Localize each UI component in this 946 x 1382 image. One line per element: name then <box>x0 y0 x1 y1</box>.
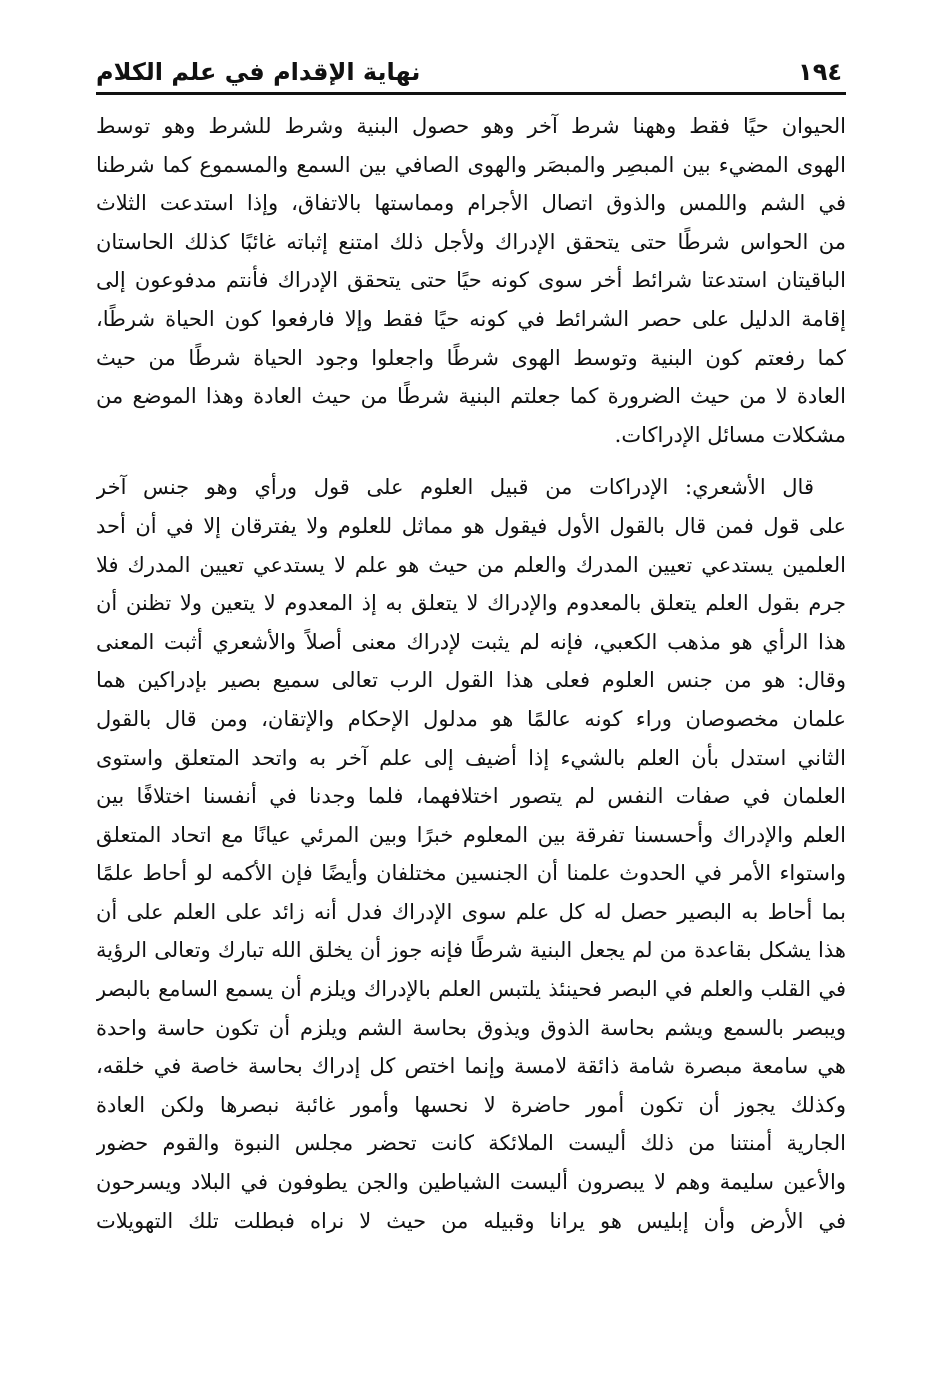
book-page <box>96 52 846 1352</box>
text-line: علمان مخصوصان وراء كونه عالمًا هو مدلول الإحكام والإتقان، ومن قال بالقول <box>96 706 846 731</box>
text-line: في الشم واللمس والذوق اتصال الأجرام ومماستها بالاتفاق، وإذا استدعت الثلاث <box>96 191 846 216</box>
page-number: ١٩٤ <box>798 58 842 86</box>
text-line: هذا يشكل بقاعدة من لم يجعل البنية شرطًا فإنه جوز أن يخلق الله تبارك وتعالى الرؤية <box>96 938 846 963</box>
text-line: في الأرض وأن إبليس هو يرانا وقبيله من حيث لا نراه فبطلت تلك التهويلات <box>96 1208 846 1233</box>
book-title: نهاية الإقدام في علم الكلام <box>96 58 421 86</box>
text-line: من الحواس شرطًا حتى يتحقق الإدراك ولأجل ذلك امتنع إثباته غائبًا كذلك الحاستان <box>96 229 846 254</box>
text-line: هي سامعة مبصرة شامة ذائقة لامسة وإنما اختص كل إدراك بحاسة خاصة في خلقه، <box>96 1054 846 1079</box>
text-line: كما رفعتم كون البنية وتوسط الهوى شرطًا واجعلوا وجود الحياة شرطًا من حيث <box>96 345 846 370</box>
text-line: العلم والإدراك وأحسسنا تفرقة بين المعلوم خبرًا وبين المرئي عيانًا مع اتحاد المتعلق <box>96 822 846 847</box>
text-line: قال الأشعري: الإدراكات من قبيل العلوم على قول ورأي وهو جنس آخر <box>96 475 814 500</box>
text-line: جرم بقول العلم يتعلق بالمعدوم والإدراك لا يتعلق به إذ المعدوم لا يتعين ولا تظنن أن <box>96 591 846 616</box>
text-line: الجارية أمنتنا من ذلك أليست الملائكة كانت تحضر مجلس النبوة والقوم حضور <box>96 1131 846 1156</box>
text-line: الحيوان حيًا فقط وههنا شرط آخر وهو حصول البنية وشرط للشرط وهو توسط <box>96 114 846 138</box>
text-line: ويبصر بالسمع ويشم بحاسة الذوق ويذوق بحاسة الشم ويلزم أن تكون حاسة واحدة <box>96 1015 846 1040</box>
text-line: الباقيتان استدعتا شرائط أخر سوى كونه حيًا حتى يتحقق الإدراك فأنتم مدفوعون إلى <box>96 268 846 293</box>
text-line: هذا الرأي هو مذهب الكعبي، فإنه لم يثبت لإدراك معنى أصلاً والأشعري أثبت المعنى <box>96 629 846 654</box>
page-body <box>96 107 846 1240</box>
text-line: في القلب والعلم في البصر فحينئذ يلتبس العلم بالإدراك ويلزم أن يسمع السامع بالبصر <box>96 977 846 1002</box>
text-line: واستواء الأمر في الحدوث علمنا أن الجنسين مختلفان وأيضًا فإن الأكمه لو أحاط علمًا <box>96 861 846 886</box>
text-line: بما أحاط به البصير حصل له كل علم سوى الإدراك فدل أنه زائد على العلم على أن <box>96 899 846 924</box>
text-line: العلمان في صفات النفس لم يتصور اختلافهما، فلما وجدنا في أنفسنا اختلافًا بين <box>96 784 846 809</box>
text-line: العلمين يستدعي تعيين المدرك والعلم من حيث هو علم لا يستدعي تعيين المدرك فلا <box>96 552 846 577</box>
text-line: العادة لا من حيث الضرورة كما جعلتم البنية شرطًا من حيث العادة وهذا الموضع من <box>96 384 846 409</box>
text-line: والأعين سليمة وهم لا يبصرون أليست الشياطين والجن يطوفون في البلاد ويسرحون <box>96 1170 846 1195</box>
paragraph-2 <box>96 468 846 1240</box>
text-line: مشكلات مسائل الإدراكات. <box>614 422 846 447</box>
running-header <box>96 52 846 95</box>
text-line: وقال: هو من جنس العلوم فعلى هذا القول الرب تعالى سميع بصير بإدراكين هما <box>96 668 846 693</box>
text-line: الهوى المضيء بين المبصِر والمبصَر والهوى الصافي بين السمع والمسموع كما شرطنا <box>96 152 846 177</box>
paragraph-gap <box>96 454 846 468</box>
text-line: وكذلك يجوز أن تكون أمور حاضرة لا نحسها وأمور غائبة نبصرها ولكن العادة <box>96 1092 846 1117</box>
text-line: إقامة الدليل على حصر الشرائط في كونه حيًا فقط وإلا فارفعوا كون الحياة شرطًا، <box>96 306 846 331</box>
text-line: الثاني استدل بأن العلم بالشيء إذا أضيف إلى علم آخر به واتحد المتعلق واستوى <box>96 745 846 770</box>
paragraph-1 <box>96 107 846 454</box>
text-line: على قول فمن قال بالقول الأول فيقول هو مماثل للعلوم ولا يفترقان إلا في أن أحد <box>96 513 846 538</box>
